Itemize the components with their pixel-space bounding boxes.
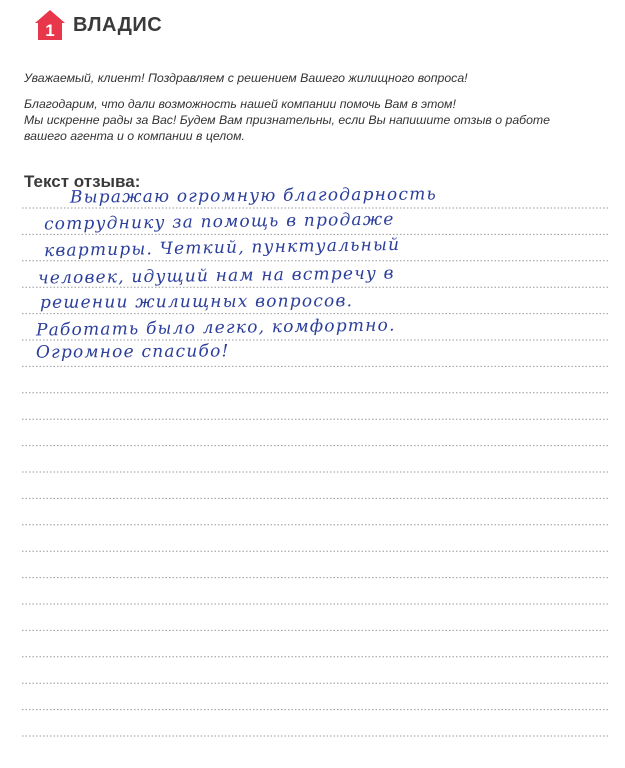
brand-name: ВЛАДИС [73, 13, 163, 36]
logo-digit: 1 [45, 21, 55, 40]
review-label: Текст отзыва: [24, 172, 141, 191]
handwritten-line: Огромное спасибо! [35, 341, 230, 363]
thanks-line-1: Благодарим, что дали возможность нашей компании помочь Вам в этом! [24, 97, 456, 111]
handwritten-line: решении жилищных вопросов. [39, 291, 354, 313]
greeting-text: Уважаемый, клиент! Поздравляем с решением Вашего жилищного вопроса! [24, 71, 468, 85]
handwritten-line: сотруднику за помощь в продаже [43, 209, 395, 235]
handwritten-line: Выражаю огромную благодарность [69, 184, 438, 208]
thanks-line-3: вашего агента и о компании в целом. [24, 129, 245, 143]
handwritten-line: квартиры. Четкий, пунктуальный [43, 234, 401, 262]
handwritten-line: Работать было легко, комфортно. [35, 315, 396, 341]
thanks-line-2: Мы искренне рады за Вас! Будем Вам признательны, если Вы напишите отзыв о работе [24, 113, 551, 127]
handwritten-line: человек, идущий нам на встречу в [37, 263, 395, 289]
